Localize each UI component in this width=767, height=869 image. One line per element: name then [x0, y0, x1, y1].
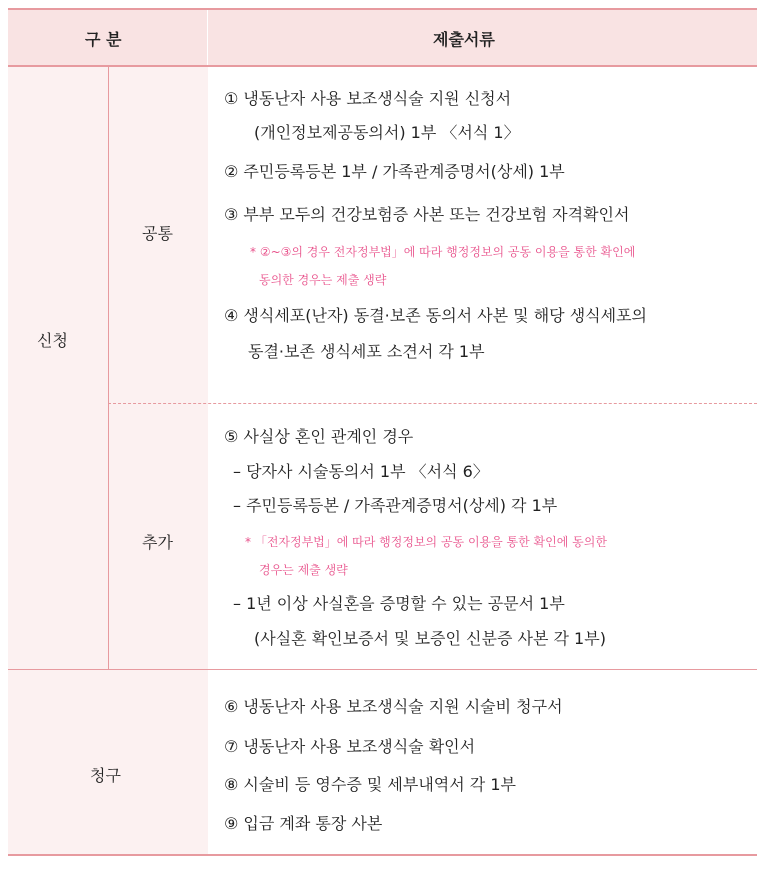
note-text: * 「전자정부법」에 따라 행정정보의 공동 이용을 통한 확인에 동의한	[245, 535, 607, 549]
common-additional-divider	[108, 403, 757, 404]
document-item: ⑦ 냉동난자 사용 보조생식술 확인서	[224, 737, 476, 756]
document-item: ⑥ 냉동난자 사용 보조생식술 지원 시술비 청구서	[224, 697, 563, 716]
document-item: ⑤ 사실상 혼인 관계인 경우	[224, 427, 414, 446]
document-item: ⑧ 시술비 등 영수증 및 세부내역서 각 1부	[224, 775, 516, 794]
document-item: (사실혼 확인보증서 및 보증인 신분증 사본 각 1부)	[254, 629, 606, 648]
header-category: 구 분	[85, 30, 122, 49]
header-bottom-border	[8, 65, 757, 67]
document-item: – 1년 이상 사실혼을 증명할 수 있는 공문서 1부	[233, 594, 565, 613]
top-border	[8, 8, 757, 10]
note-text: * ②~③의 경우 전자정부법」에 따라 행정정보의 공동 이용을 통한 확인에	[250, 245, 636, 259]
document-item: ⑨ 입금 계좌 통장 사본	[224, 814, 383, 833]
document-item: ③ 부부 모두의 건강보험증 사본 또는 건강보험 자격확인서	[224, 205, 630, 224]
common-label: 공통	[142, 224, 173, 243]
document-item: – 당자사 시술동의서 1부 〈서식 6〉	[233, 462, 489, 481]
document-item: ④ 생식세포(난자) 동결·보존 동의서 사본 및 해당 생식세포의	[224, 306, 648, 325]
subcategory-divider	[108, 67, 109, 669]
header-documents: 제출서류	[433, 30, 495, 49]
apply-label: 신청	[37, 331, 68, 350]
note-text: 동의한 경우는 제출 생략	[259, 273, 387, 287]
document-item: 동결·보존 생식세포 소견서 각 1부	[248, 342, 485, 361]
document-item: (개인정보제공동의서) 1부 〈서식 1〉	[254, 123, 520, 142]
apply-claim-divider	[8, 669, 757, 670]
header-divider	[207, 10, 208, 65]
note-text: 경우는 제출 생략	[259, 563, 348, 577]
bottom-border	[8, 854, 757, 856]
document-item: – 주민등록등본 / 가족관계증명서(상세) 각 1부	[233, 496, 558, 515]
additional-label: 추가	[142, 533, 173, 552]
claim-label: 청구	[90, 766, 121, 785]
document-item: ② 주민등록등본 1부 / 가족관계증명서(상세) 1부	[224, 162, 565, 181]
document-item: ① 냉동난자 사용 보조생식술 지원 신청서	[224, 89, 512, 108]
